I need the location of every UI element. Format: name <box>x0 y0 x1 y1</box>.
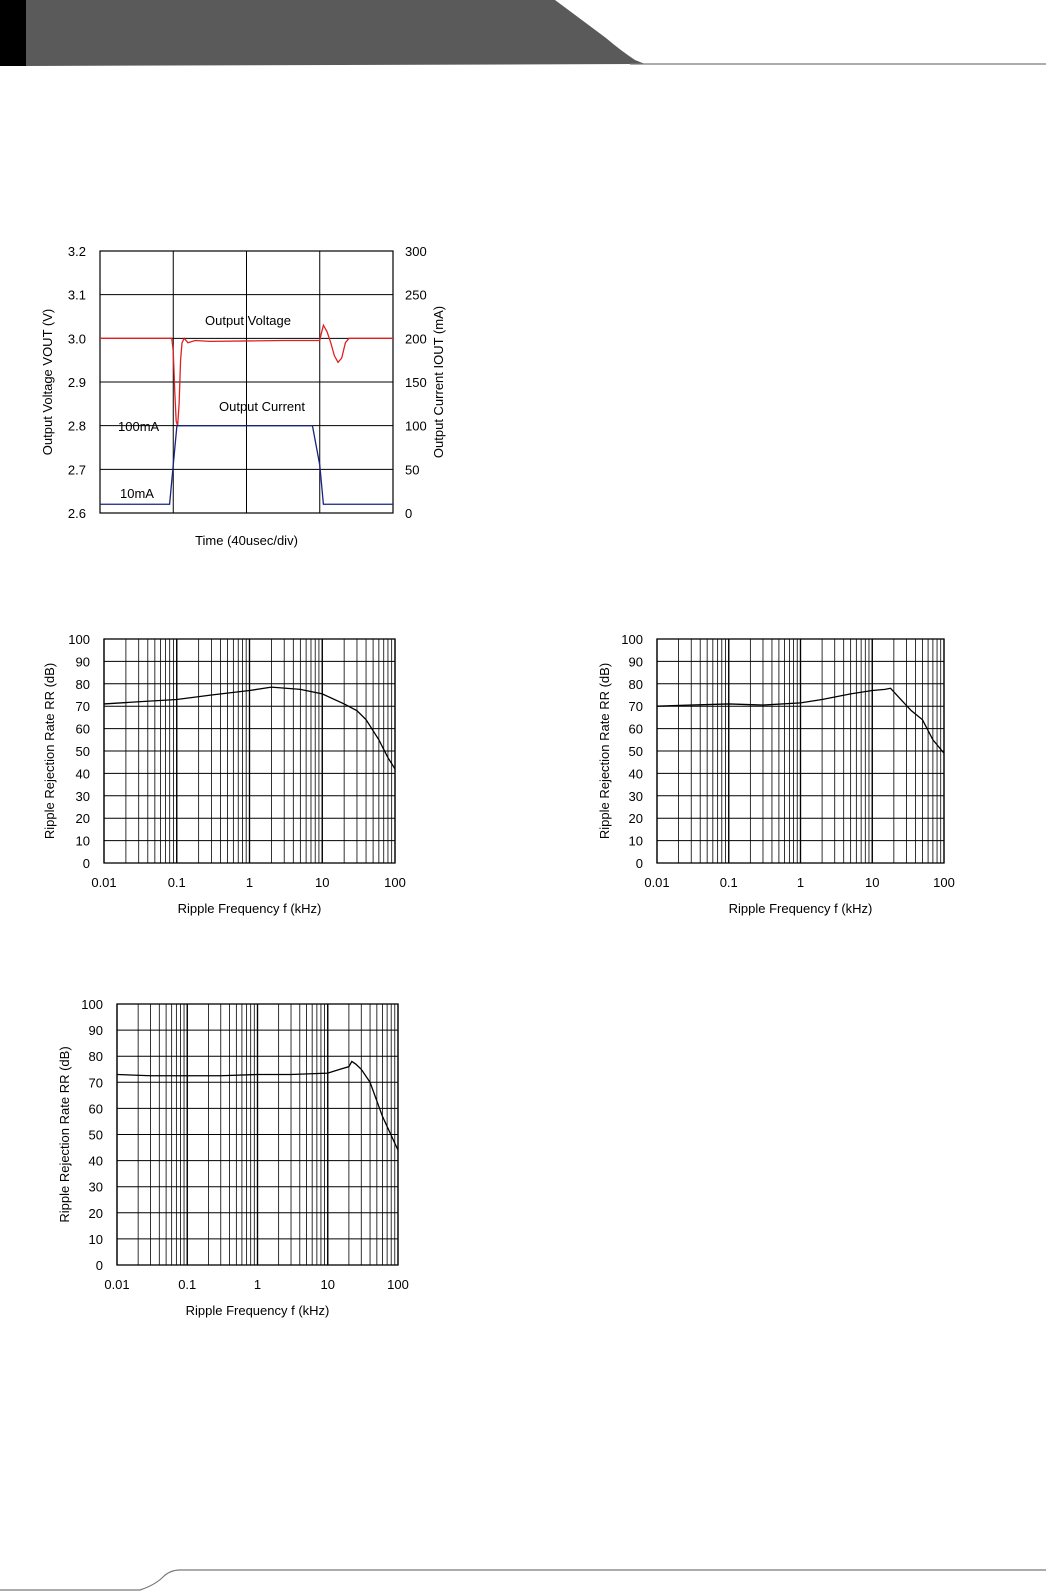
y2-tick-label: 100 <box>405 418 427 434</box>
y-tick-label: 70 <box>88 1075 103 1091</box>
y-axis-label: Output Voltage VOUT (V) <box>40 308 55 456</box>
header-accent-block <box>0 0 26 66</box>
y-tick-label: 40 <box>75 766 90 782</box>
y-tick-label: 20 <box>75 811 90 827</box>
y-axis-label: Ripple Rejection Rate RR (dB) <box>57 1046 72 1223</box>
annotation-10ma: 10mA <box>120 486 154 501</box>
y-tick-label: 100 <box>68 632 90 647</box>
footer-rule <box>0 1570 1046 1590</box>
y2-tick-label: 150 <box>405 375 427 390</box>
y2-tick-label: 200 <box>405 331 427 347</box>
y-tick-label: 90 <box>628 654 643 670</box>
y-axis-label: Ripple Rejection Rate RR (dB) <box>597 662 612 840</box>
ripple-rejection-chart-3 <box>45 990 445 1330</box>
x-tick-label: 1 <box>253 1277 262 1292</box>
y-tick-label: 0 <box>95 1258 103 1273</box>
y-tick-label: 90 <box>75 654 90 670</box>
y-tick-label: 30 <box>75 788 90 804</box>
y-tick-label: 2.7 <box>67 462 86 478</box>
y-tick-label: 3.1 <box>67 287 86 303</box>
header-band <box>26 0 645 66</box>
y-tick-label: 20 <box>628 811 643 827</box>
y-tick-label: 0 <box>635 856 643 871</box>
y-tick-label: 10 <box>88 1231 103 1247</box>
annotation-100ma: 100mA <box>118 419 160 434</box>
y-tick-label: 60 <box>628 721 643 737</box>
x-axis-label: Ripple Frequency f (kHz) <box>177 901 322 916</box>
y-tick-label: 20 <box>88 1205 103 1221</box>
y-tick-label: 60 <box>88 1101 103 1117</box>
x-tick-label: 100 <box>387 1277 409 1292</box>
y-tick-label: 10 <box>75 833 90 849</box>
y-tick-label: 30 <box>88 1179 103 1195</box>
y2-tick-label: 0 <box>405 506 413 521</box>
x-tick-label: 100 <box>384 875 406 890</box>
y-tick-label: 80 <box>628 676 643 692</box>
x-tick-label: 0.1 <box>167 875 186 890</box>
y-tick-label: 2.6 <box>67 506 86 521</box>
y-tick-label: 70 <box>75 699 90 715</box>
y-tick-label: 40 <box>628 766 643 782</box>
y-tick-label: 100 <box>81 997 103 1012</box>
x-tick-label: 0.01 <box>104 1277 130 1292</box>
y-tick-label: 2.9 <box>67 375 86 390</box>
x-tick-label: 1 <box>796 875 805 890</box>
y-tick-label: 60 <box>75 721 90 737</box>
y-tick-label: 10 <box>628 833 643 849</box>
x-tick-label: 10 <box>315 875 330 890</box>
x-tick-label: 0.01 <box>91 875 117 890</box>
annotation-output-current: Output Current <box>219 399 305 414</box>
x-tick-label: 0.1 <box>178 1277 197 1292</box>
page-footer <box>0 1545 1046 1593</box>
x-axis-label: Ripple Frequency f (kHz) <box>185 1303 330 1318</box>
y-tick-label: 50 <box>75 744 90 759</box>
x-tick-label: 10 <box>865 875 880 890</box>
y-tick-label: 40 <box>88 1153 103 1169</box>
ripple-rejection-chart-2 <box>585 625 985 925</box>
y-tick-label: 50 <box>88 1127 103 1143</box>
y-tick-label: 2.8 <box>67 418 86 434</box>
y2-tick-label: 50 <box>405 462 420 478</box>
y2-axis-label: Output Current IOUT (mA) <box>431 305 446 459</box>
y-tick-label: 3.2 <box>67 244 86 259</box>
y-tick-label: 80 <box>75 676 90 692</box>
x-tick-label: 10 <box>320 1277 335 1292</box>
y-tick-label: 30 <box>628 788 643 804</box>
y-tick-label: 70 <box>628 699 643 715</box>
x-axis-label: Ripple Frequency f (kHz) <box>728 901 873 916</box>
y2-tick-label: 300 <box>405 244 427 259</box>
x-tick-label: 1 <box>245 875 254 890</box>
y-tick-label: 3.0 <box>67 331 86 347</box>
x-axis-label: Time (40usec/div) <box>195 533 298 548</box>
y-tick-label: 100 <box>621 632 643 647</box>
x-tick-label: 100 <box>933 875 955 890</box>
ripple-rejection-chart-1 <box>30 625 430 925</box>
page-header <box>0 0 1046 70</box>
y-tick-label: 50 <box>628 744 643 759</box>
y2-tick-label: 250 <box>405 287 427 303</box>
annotation-output-voltage: Output Voltage <box>204 313 292 328</box>
x-tick-label: 0.1 <box>719 875 738 890</box>
y-axis-label: Ripple Rejection Rate RR (dB) <box>42 662 57 840</box>
y-tick-label: 0 <box>82 856 90 871</box>
y-tick-label: 80 <box>88 1049 103 1065</box>
y-tick-label: 90 <box>88 1023 103 1039</box>
load-transient-chart <box>30 235 470 555</box>
x-tick-label: 0.01 <box>644 875 670 890</box>
